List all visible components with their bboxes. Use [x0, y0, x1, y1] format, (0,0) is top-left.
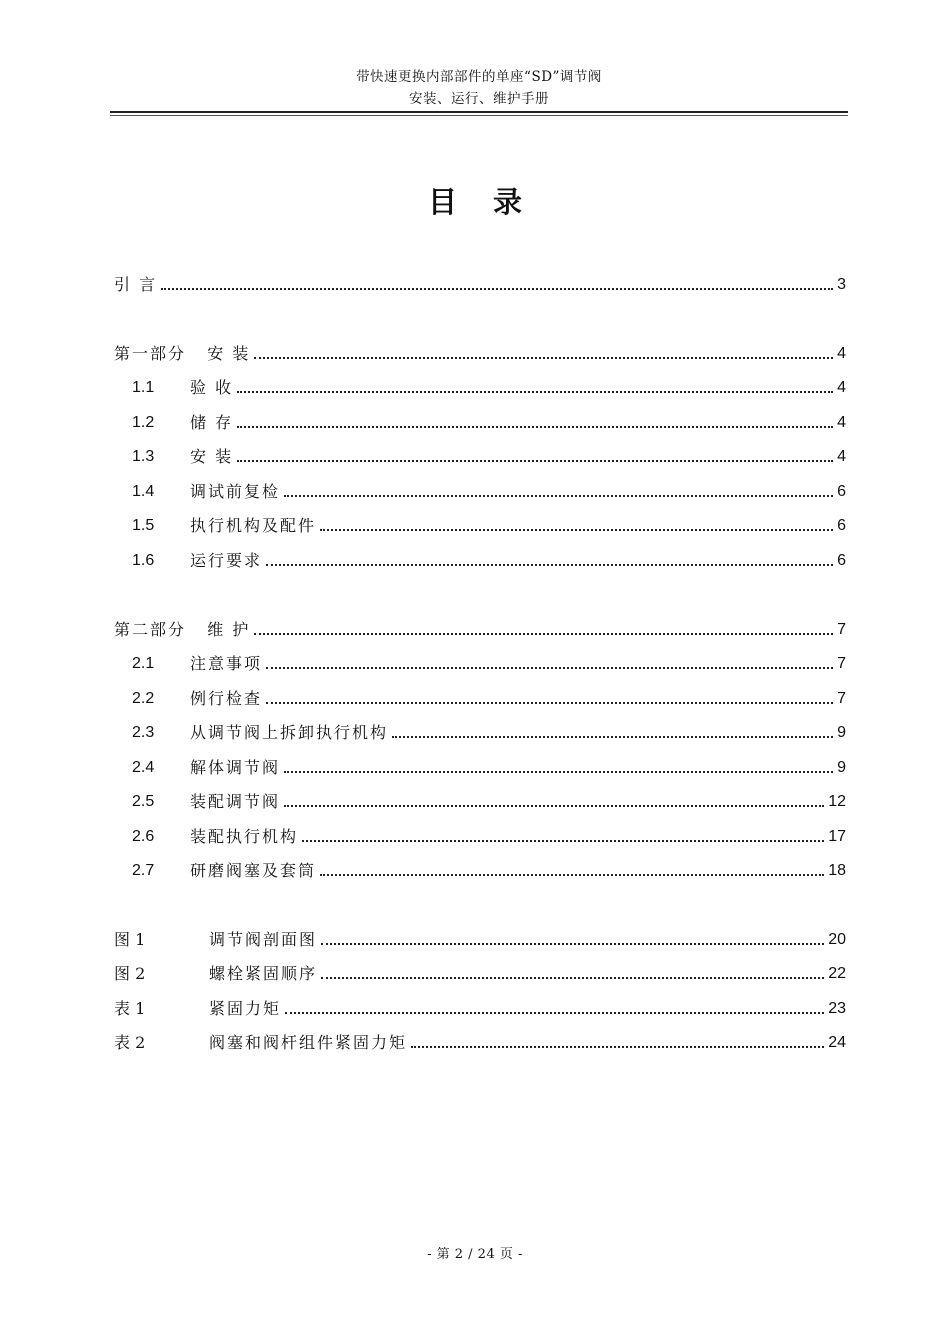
toc-entry-page: 22	[828, 965, 846, 982]
toc-entry-label: 调试前复检	[190, 482, 281, 501]
toc-entry-page: 4	[837, 414, 846, 431]
toc-entry-1-2[interactable]	[114, 409, 846, 433]
toc-entry-label: 储 存	[190, 413, 234, 432]
toc-entry-number: 1.2	[132, 414, 155, 431]
toc-entry-figure-1[interactable]	[114, 926, 846, 950]
toc-leader	[392, 736, 833, 738]
toc-entry-label: 装配执行机构	[190, 827, 299, 846]
toc-entry-label: 阀塞和阀杆组件紧固力矩	[209, 1033, 408, 1052]
toc-entry-number: 表 1	[114, 999, 146, 1018]
toc-entry-2-7[interactable]	[114, 857, 846, 881]
toc-leader	[411, 1046, 824, 1048]
toc-entry-2-6[interactable]	[114, 823, 846, 847]
toc-entry-page: 20	[828, 931, 846, 948]
toc-entry-label: 紧固力矩	[209, 999, 282, 1018]
header-divider-thin	[110, 115, 848, 116]
toc-leader	[161, 288, 833, 290]
toc-entry-page: 17	[828, 828, 846, 845]
toc-entry-label: 运行要求	[190, 551, 263, 570]
toc-entry-page: 4	[837, 448, 846, 465]
page-footer: - 第 2 / 24 页 -	[427, 1247, 523, 1262]
toc-entry-page: 9	[837, 724, 846, 741]
header-title: 带快速更换内部部件的单座“SD”调节阀	[356, 69, 602, 85]
toc-leader	[321, 943, 824, 945]
toc-entry-number: 2.7	[132, 862, 155, 879]
toc-entry-1-4[interactable]	[114, 478, 846, 502]
toc-entry-number: 2.1	[132, 655, 155, 672]
toc-entry-number: 2.4	[132, 759, 155, 776]
toc-entry-page: 23	[828, 1000, 846, 1017]
toc-entry-page: 7	[837, 690, 846, 707]
header-divider	[110, 111, 848, 113]
toc-entry-number: 1.4	[132, 483, 155, 500]
toc-entry-number: 2.5	[132, 793, 155, 810]
page-title: 目录	[427, 185, 558, 219]
toc-leader	[237, 426, 833, 428]
toc-entry-label: 装配调节阀	[190, 792, 281, 811]
toc-entry-table-1[interactable]	[114, 995, 846, 1019]
toc-leader	[320, 874, 824, 876]
toc-entry-2-5[interactable]	[114, 788, 846, 812]
toc-entry-2-3[interactable]	[114, 719, 846, 743]
toc-entry-1-5[interactable]	[114, 512, 846, 536]
toc-entry-label: 从调节阀上拆卸执行机构	[190, 723, 389, 742]
header-subtitle: 安装、运行、维护手册	[409, 91, 549, 107]
toc-entry-part2[interactable]	[114, 616, 846, 640]
toc-entry-2-1[interactable]	[114, 650, 846, 674]
toc-entry-label: 第二部分 维 护	[114, 620, 251, 639]
toc-entry-number: 图 2	[114, 964, 146, 983]
toc-entry-page: 12	[828, 793, 846, 810]
toc-entry-page: 6	[837, 552, 846, 569]
toc-entry-1-3[interactable]	[114, 443, 846, 467]
toc-entry-number: 2.3	[132, 724, 155, 741]
toc-entry-number: 1.5	[132, 517, 155, 534]
toc-entry-page: 4	[837, 379, 846, 396]
toc-entry-label: 螺栓紧固顺序	[209, 964, 318, 983]
toc-leader	[266, 667, 833, 669]
toc-entry-page: 6	[837, 483, 846, 500]
toc-entry-number: 1.1	[132, 379, 155, 396]
toc-entry-label: 注意事项	[190, 654, 263, 673]
toc-entry-label: 例行检查	[190, 689, 263, 708]
toc-entry-number: 表 2	[114, 1033, 146, 1052]
toc-entry-page: 6	[837, 517, 846, 534]
toc-entry-page: 3	[837, 276, 846, 293]
toc-entry-number: 1.3	[132, 448, 155, 465]
toc-entry-number: 图 1	[114, 930, 146, 949]
toc-leader	[254, 357, 833, 359]
toc-entry-figure-2[interactable]	[114, 960, 846, 984]
toc-entry-page: 4	[837, 345, 846, 362]
toc-entry-label: 研磨阀塞及套筒	[190, 861, 317, 880]
toc-entry-label: 调节阀剖面图	[209, 930, 318, 949]
toc-entry-page: 9	[837, 759, 846, 776]
toc-entry-page: 18	[828, 862, 846, 879]
toc-leader	[321, 977, 824, 979]
toc-entry-label: 第一部分 安 装	[114, 344, 251, 363]
toc-entry-2-4[interactable]	[114, 754, 846, 778]
toc-leader	[266, 564, 833, 566]
toc-leader	[284, 495, 833, 497]
toc-entry-label: 解体调节阀	[190, 758, 281, 777]
toc-entry-number: 1.6	[132, 552, 155, 569]
toc-entry-page: 7	[837, 621, 846, 638]
toc-leader	[285, 1012, 824, 1014]
toc-entry-label: 安 装	[190, 447, 234, 466]
toc-entry-page: 7	[837, 655, 846, 672]
toc-entry-intro[interactable]	[114, 271, 846, 295]
toc-leader	[237, 460, 833, 462]
toc-leader	[302, 840, 824, 842]
toc-entry-number: 2.2	[132, 690, 155, 707]
toc-leader	[237, 391, 833, 393]
toc-entry-2-2[interactable]	[114, 685, 846, 709]
toc-leader	[284, 805, 824, 807]
page-header	[110, 66, 848, 110]
toc-leader	[320, 529, 833, 531]
toc-entry-page: 24	[828, 1034, 846, 1051]
toc-leader	[254, 633, 833, 635]
toc-leader	[266, 702, 833, 704]
toc-leader	[284, 771, 833, 773]
toc-entry-part1[interactable]	[114, 340, 846, 364]
toc-entry-label: 执行机构及配件	[190, 516, 317, 535]
toc-entry-1-1[interactable]	[114, 374, 846, 398]
toc-entry-number: 2.6	[132, 828, 155, 845]
toc-entry-label: 验 收	[190, 378, 234, 397]
toc-entry-label: 引 言	[114, 275, 158, 294]
toc-entry-1-6[interactable]	[114, 547, 846, 571]
toc-entry-table-2[interactable]	[114, 1029, 846, 1053]
